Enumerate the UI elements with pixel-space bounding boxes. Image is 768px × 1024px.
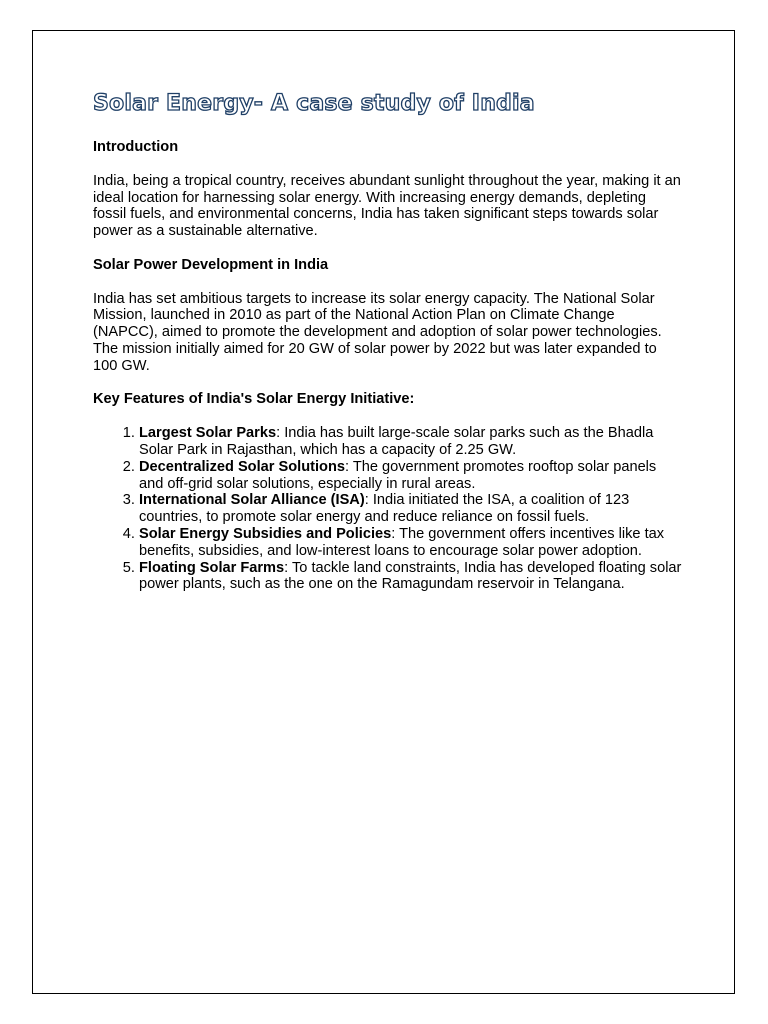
feature-description: : To tackle land constraints, India has developed floating solar power plants, such as the one on the Ramagundam reservoir in Telangana.: [139, 559, 682, 593]
feature-name: International Solar Alliance (ISA): [139, 492, 365, 509]
feature-description: : The government offers incentives like tax benefits, subsidies, and low-interest loans to encourage solar power adoption.: [139, 525, 665, 559]
document-body: [93, 88, 683, 593]
spacer: [93, 408, 683, 425]
introduction-heading: Introduction: [93, 139, 179, 155]
list-item: [139, 425, 683, 459]
key-features-list: [93, 425, 683, 593]
feature-name: Floating Solar Farms: [139, 559, 285, 576]
list-item: [139, 459, 683, 493]
feature-description: : India has built large-scale solar parks such as the Bhadla Solar Park in Rajasthan, which has a capacity of 2.25 GW.: [139, 425, 654, 458]
feature-name: Largest Solar Parks: [139, 425, 277, 442]
development-heading: Solar Power Development in India: [93, 256, 329, 273]
feature-name: Solar Energy Subsidies and Policies: [139, 525, 392, 542]
spacer: [93, 274, 683, 291]
spacer: [93, 375, 683, 392]
list-item: [139, 526, 683, 560]
list-item: [139, 560, 683, 594]
spacer: [93, 240, 683, 257]
development-paragraph: India has set ambitious targets to increase its solar energy capacity. The National Solar Mission, launched in 2010 as part of the National Action Plan on Climate Change (NAPCC), aimed to promote the development and adoption of solar power technologies. The mission initially aimed for 20 GW of solar power by 2022 but was later expanded to 100 GW.: [93, 290, 662, 374]
spacer: [93, 156, 683, 173]
key-features-heading: Key Features of India's Solar Energy Initiative:: [93, 391, 415, 408]
feature-description: : The government promotes rooftop solar panels and off-grid solar solutions, especially in rural areas.: [139, 458, 657, 492]
document-title: Solar Energy- A case study of India: [93, 91, 535, 116]
introduction-paragraph: India, being a tropical country, receives abundant sunlight throughout the year, making it an ideal location for harnessing solar energy. With increasing energy demands, depleting fossil fuels, and environmental concerns, India has taken significant steps towards solar power as a sustainable alternative.: [93, 172, 681, 240]
list-item: [139, 492, 683, 526]
feature-description: : India initiated the ISA, a coalition of 123 countries, to promote solar energy and reduce reliance on fossil fuels.: [139, 492, 630, 526]
feature-name: Decentralized Solar Solutions: [139, 458, 345, 475]
